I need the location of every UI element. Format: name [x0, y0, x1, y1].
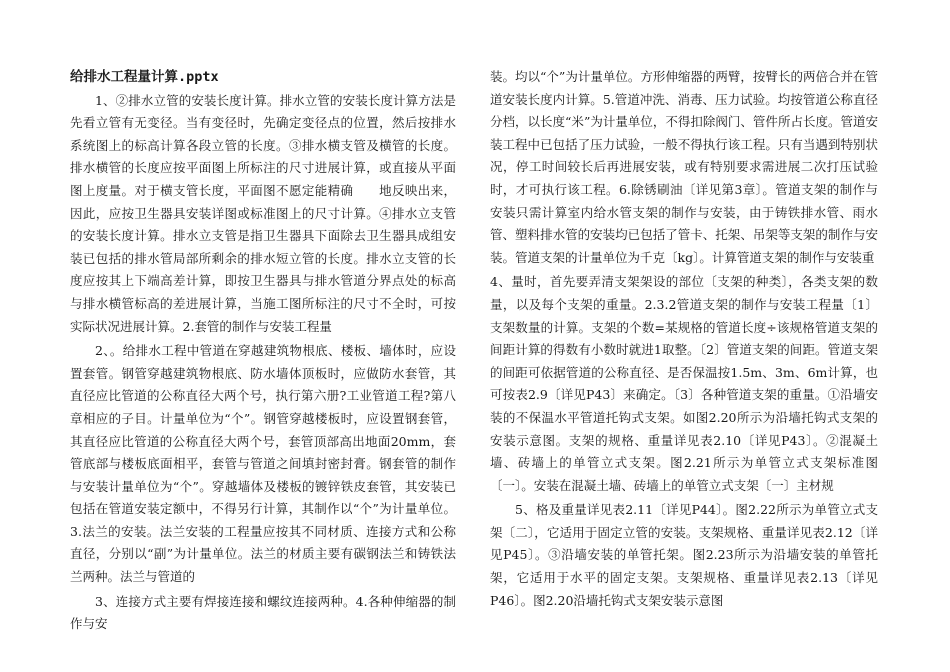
- paragraph-3-continued: 装。均以“个”为计量单位。方形伸缩器的两臂，按臂长的两倍合并在管道安装长度内计算。5.管道冲洗、消毒、压力试验。均按管道公称直径分档，以长度“米”为计量单位，不得扣除阀门、管件所占长度。管道安装工程中已包括了压力试验，一般不得执行该工程。只有当遇到特别状况，停工时间较长后再进展安装，或有特别要求需进展二次打压试验时，才可执行该工程。6.除锈刷油〔详见第3章〕。管道支架的制作与安装只需计算室内给水管支架的制作与安装，由于铸铁排水管、雨水管、塑料排水管的安装均已包括了管卡、托架、吊架等支架的制作与安装。管道支架的计量单位为千克〔kg〕。计算管道支架的制作与安装重: [490, 69, 878, 265]
- document-title: 给排水工程量计算.pptx: [70, 69, 219, 85]
- paragraph-5: 5、格及重量详见表2.11〔详见P44〕。图2.22所示为单管立式支架〔二〕，它适用于固定立管的安装。支架规格、重量详见表2.12〔详见P45〕。③沿墙安装的单管托架。图2.23所示为沿墙安装的单管托架，它适用于水平的固定支架。支架规格、重量详见表2.13〔详见P46〕。图2.20沿墙托钩式支架安装示意图: [490, 502, 878, 608]
- paragraph-3: 3、连接方式主要有焊接连接和螺纹连接两种。4.各种伸缩器的制作与安: [70, 593, 456, 632]
- right-column: [490, 66, 878, 614]
- paragraph-2: 2、。给排水工程中管道在穿越建筑物根底、楼板、墙体时，应设置套管。钢管穿越建筑物根底、防水墙体顶板时，应做防水套管，其直径应比管道的公称直径大两个号，执行第六册?工业管道工程?第八章相应的子目。计量单位为“个”。钢管穿越楼板时，应设置钢套管，其直径应比管道的公称直径大两个号，套管顶部高出地面20mm，套管底部与楼板底面相平，套管与管道之间填封密封膏。钢套管的制作与安装计量单位为“个”。穿越墙体及楼板的镀锌铁皮套管，其安装已包括在管道安装定额中，不得另行计算，其制作以“个”为计量单位。3.法兰的安装。法兰安装的工程量应按其不同材质、连接方式和公称直径，分别以“副”为计量单位。法兰的材质主要有碳钢法兰和铸铁法兰两种。法兰与管道的: [70, 343, 456, 585]
- paragraph-1: 1、②排水立管的安装长度计算。排水立管的安装长度计算方法是先看立管有无变径。当有变径时，先确定变径点的位置，然后按排水系统图上的标高计算各段立管的长度。③排水横支管及横管的长度。排水横管的长度应按平面图上所标注的尺寸进展计算，或直接从平面图上度量。对于横支管长度，平面图不愿定能精确 地反映出来，因此，应按卫生器具安装详图或标准图上的尺寸计算。④排水立支管的安装长度计算。排水立支管是指卫生器具下面除去卫生器具成组安装已包括的排水管局部所剩余的排水短立管的长度。排水立支管的长度应按其上下端高差计算，即按卫生器具与排水管道分界点处的标高与排水横管标高的差进展计算，当施工图所标注的尺寸不全时，可按实际状况进展计算。2.套管的制作与安装工程量: [70, 92, 456, 334]
- left-column: [70, 66, 456, 638]
- paragraph-4: 4、量时，首先要弄清支架架设的部位〔支架的种类〕，各类支架的数量，以及每个支架的重量。2.3.2管道支架的制作与安装工程量〔1〕支架数量的计算。支架的个数=某规格的管道长度÷该规格管道支架的间距计算的得数有小数时就进1取整。〔2〕管道支架的间距。管道支架的间距可依据管道的公称直径、是否保温按1.5m、3m、6m计算，也可按表2.9〔详见P43〕来确定。〔3〕各种管道支架的重量。①沿墙安装的不保温水平管道托钩式支架。如图2.20所示为沿墙托钩式支架的安装示意图。支架的规格、重量详见表2.10〔详见P43〕。②混凝土墙、砖墙上的单管立式支架。图2.21所示为单管立式支架标准图〔一〕。安装在混凝土墙、砖墙上的单管立式支架〔一〕主材规: [490, 274, 878, 493]
